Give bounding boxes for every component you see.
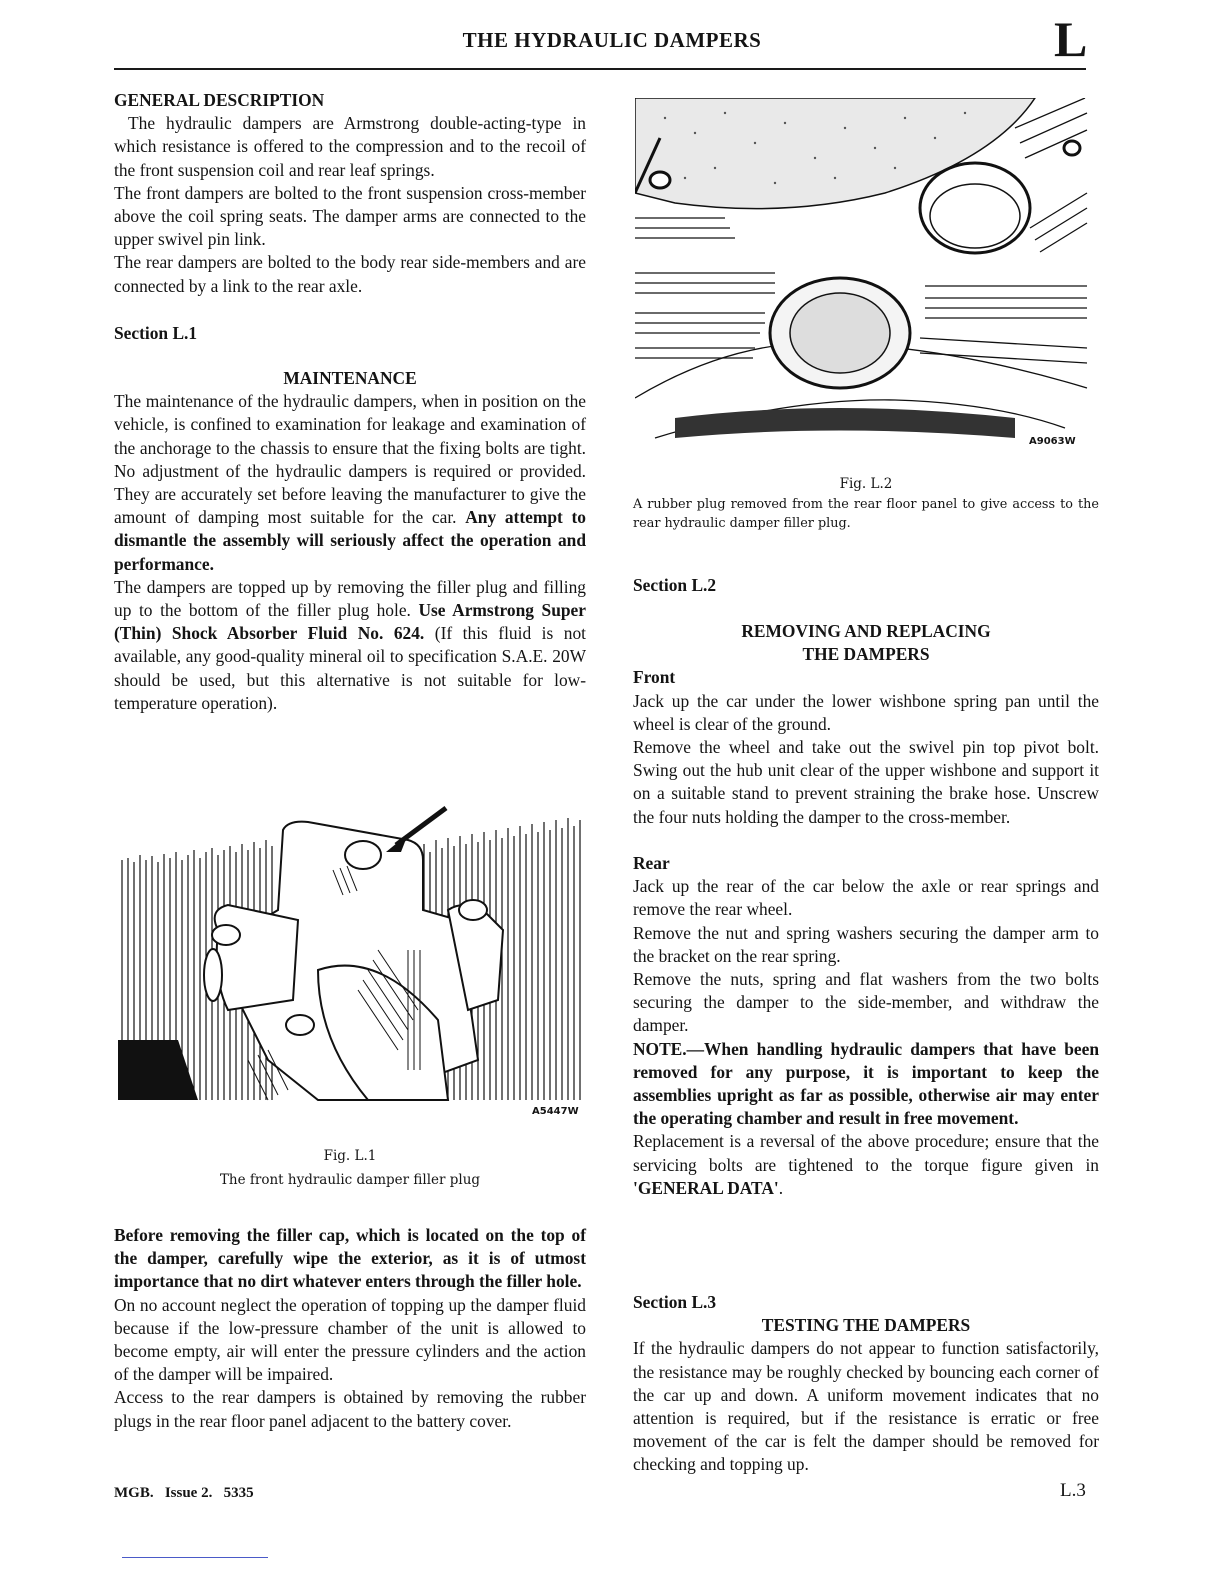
replacement-paragraph bbox=[633, 1130, 1099, 1200]
figure-l2-illustration bbox=[635, 98, 1090, 454]
general-description-heading: GENERAL DESCRIPTION bbox=[114, 90, 325, 110]
removing-replacing-block bbox=[633, 620, 1099, 1200]
rear-floor-panel-drawing bbox=[635, 98, 1090, 454]
front-p1: Jack up the car under the lower wishbone spring pan until the wheel is clear of the ground. bbox=[633, 690, 1099, 734]
maintenance-p2 bbox=[114, 576, 586, 715]
section-l3-label: Section L.3 bbox=[633, 1292, 717, 1312]
fluid-spec: Use Armstrong Super (Thin) Shock Absorber Fluid No. 624. bbox=[114, 600, 586, 644]
maintenance-p1-text: The maintenance of the hydraulic dampers, when in position on the vehicle, is confined to examination for leakage and examination of the anchorage to the chassis to ensure that the fixing bolts are tight. No adjustment of the hydraulic dampers is required or provided. They are accurately set before leaving the manufacturer to give the amount of damping most suitable for the car. bbox=[114, 391, 586, 528]
section-label: Section L.1 bbox=[114, 323, 198, 343]
section-label: Section L.2 bbox=[633, 575, 717, 595]
page-title: THE HYDRAULIC DAMPERS bbox=[462, 28, 762, 52]
filler-cap-warning: Before removing the filler cap, which is located on the top of the damper, carefully wipe the exterior, as it is of utmost importance that no dirt whatever enters through the filler hole. bbox=[114, 1225, 586, 1292]
maintenance-warning: Any attempt to dismantle the assembly will seriously affect the operation and performance. bbox=[114, 507, 586, 574]
maintenance-p1 bbox=[114, 390, 586, 576]
front-damper-drawing bbox=[118, 800, 582, 1120]
testing-title: TESTING THE DAMPERS bbox=[761, 1315, 971, 1336]
front-heading: Front bbox=[633, 667, 676, 688]
removing-title-line2: THE DAMPERS bbox=[802, 644, 930, 665]
footer-issue: MGB. Issue 2. 5335 bbox=[114, 1485, 254, 1501]
rear-heading: Rear bbox=[633, 853, 670, 874]
figure-l2-code: A9063W bbox=[1029, 436, 1076, 447]
replacement-text: Replacement is a reversal of the above procedure; ensure that the servicing bolts are tightened to the torque figure given in bbox=[633, 1131, 1099, 1175]
figure-l2-caption: A rubber plug removed from the rear floor panel to give access to the rear hydraulic damper filler plug. bbox=[633, 497, 1099, 531]
general-description-p2: The front dampers are bolted to the front suspension cross-member above the coil spring seats. The damper arms are connected to the upper swivel pin link. bbox=[114, 182, 586, 250]
header-divider bbox=[114, 68, 1086, 70]
maintenance-p2-tail: (If this fluid is not available, any good-quality mineral oil to specification S.A.E. 20W should be used, but this alternative is not suitable for low-temperature operation). bbox=[114, 623, 586, 713]
section-l1-label bbox=[114, 322, 586, 345]
figure-l2-caption-block bbox=[633, 475, 1099, 533]
testing-block bbox=[633, 1291, 1099, 1477]
section-l2-label bbox=[633, 574, 1099, 597]
general-description-p1: The hydraulic dampers are Armstrong double-acting-type in which resistance is offered to the compression and to the recoil of the front suspension coil and rear leaf springs. bbox=[114, 113, 586, 180]
rear-p2: Remove the nut and spring washers securing the damper arm to the bracket on the rear spring. bbox=[633, 922, 1099, 966]
handling-note: NOTE.—When handling hydraulic dampers that have been removed for any purpose, it is important to keep the assemblies upright as far as possible, otherwise air may enter the operating chamber and result in free movement. bbox=[633, 1038, 1099, 1129]
figure-l1-illustration bbox=[118, 800, 582, 1120]
maintenance-title: MAINTENANCE bbox=[283, 368, 417, 388]
rear-p3: Remove the nuts, spring and flat washers from the two bolts securing the damper to the side-member, and withdraw the damper. bbox=[633, 969, 1099, 1036]
rear-p1: Jack up the rear of the car below the axle or rear springs and remove the rear wheel. bbox=[633, 876, 1099, 920]
figure-l1-caption: The front hydraulic damper filler plug bbox=[219, 1172, 481, 1188]
general-description-block bbox=[114, 89, 586, 298]
testing-paragraph: If the hydraulic dampers do not appear to function satisfactorily, the resistance may be roughly checked by bouncing each corner of the car up and down. A uniform movement indicates that no attention is required, but if the resistance is erratic or free movement of the car is felt the damper should be removed for checking and topping up. bbox=[633, 1338, 1099, 1475]
front-p2: Remove the wheel and take out the swivel pin top pivot bolt. Swing out the hub unit clear of the upper wishbone and support it on a suitable stand to prevent straining the brake hose. Unscrew the four nuts holding the damper to the cross-member. bbox=[633, 737, 1099, 827]
figure-l1-label: Fig. L.1 bbox=[323, 1148, 377, 1164]
removing-title-line1: REMOVING AND REPLACING bbox=[741, 621, 991, 641]
figure-l1-caption-block bbox=[114, 1147, 586, 1190]
general-data-reference: 'GENERAL DATA' bbox=[633, 1177, 779, 1198]
topping-up-paragraph: On no account neglect the operation of topping up the damper fluid because if the low-pressure chamber of the unit is allowed to become empty, air will enter the pressure cylinders and the action of the damper will be impaired. bbox=[114, 1294, 586, 1385]
figure-l2-label: Fig. L.2 bbox=[839, 476, 893, 492]
figure-l1-code: A5447W bbox=[532, 1106, 579, 1117]
filler-cap-block bbox=[114, 1224, 586, 1433]
general-description-p3: The rear dampers are bolted to the body rear side-members and are connected by a link to the rear axle. bbox=[114, 252, 586, 296]
replacement-end: . bbox=[778, 1177, 784, 1198]
maintenance-p2-text: The dampers are topped up by removing the filler plug and filling up to the bottom of the filler plug hole. bbox=[114, 576, 586, 621]
page-number: L.3 bbox=[1060, 1480, 1086, 1501]
maintenance-block bbox=[114, 367, 586, 715]
section-letter: L bbox=[1054, 11, 1088, 67]
rear-access-paragraph: Access to the rear dampers is obtained by removing the rubber plugs in the rear floor panel adjacent to the battery cover. bbox=[114, 1387, 586, 1431]
footer-mark bbox=[122, 1557, 268, 1558]
